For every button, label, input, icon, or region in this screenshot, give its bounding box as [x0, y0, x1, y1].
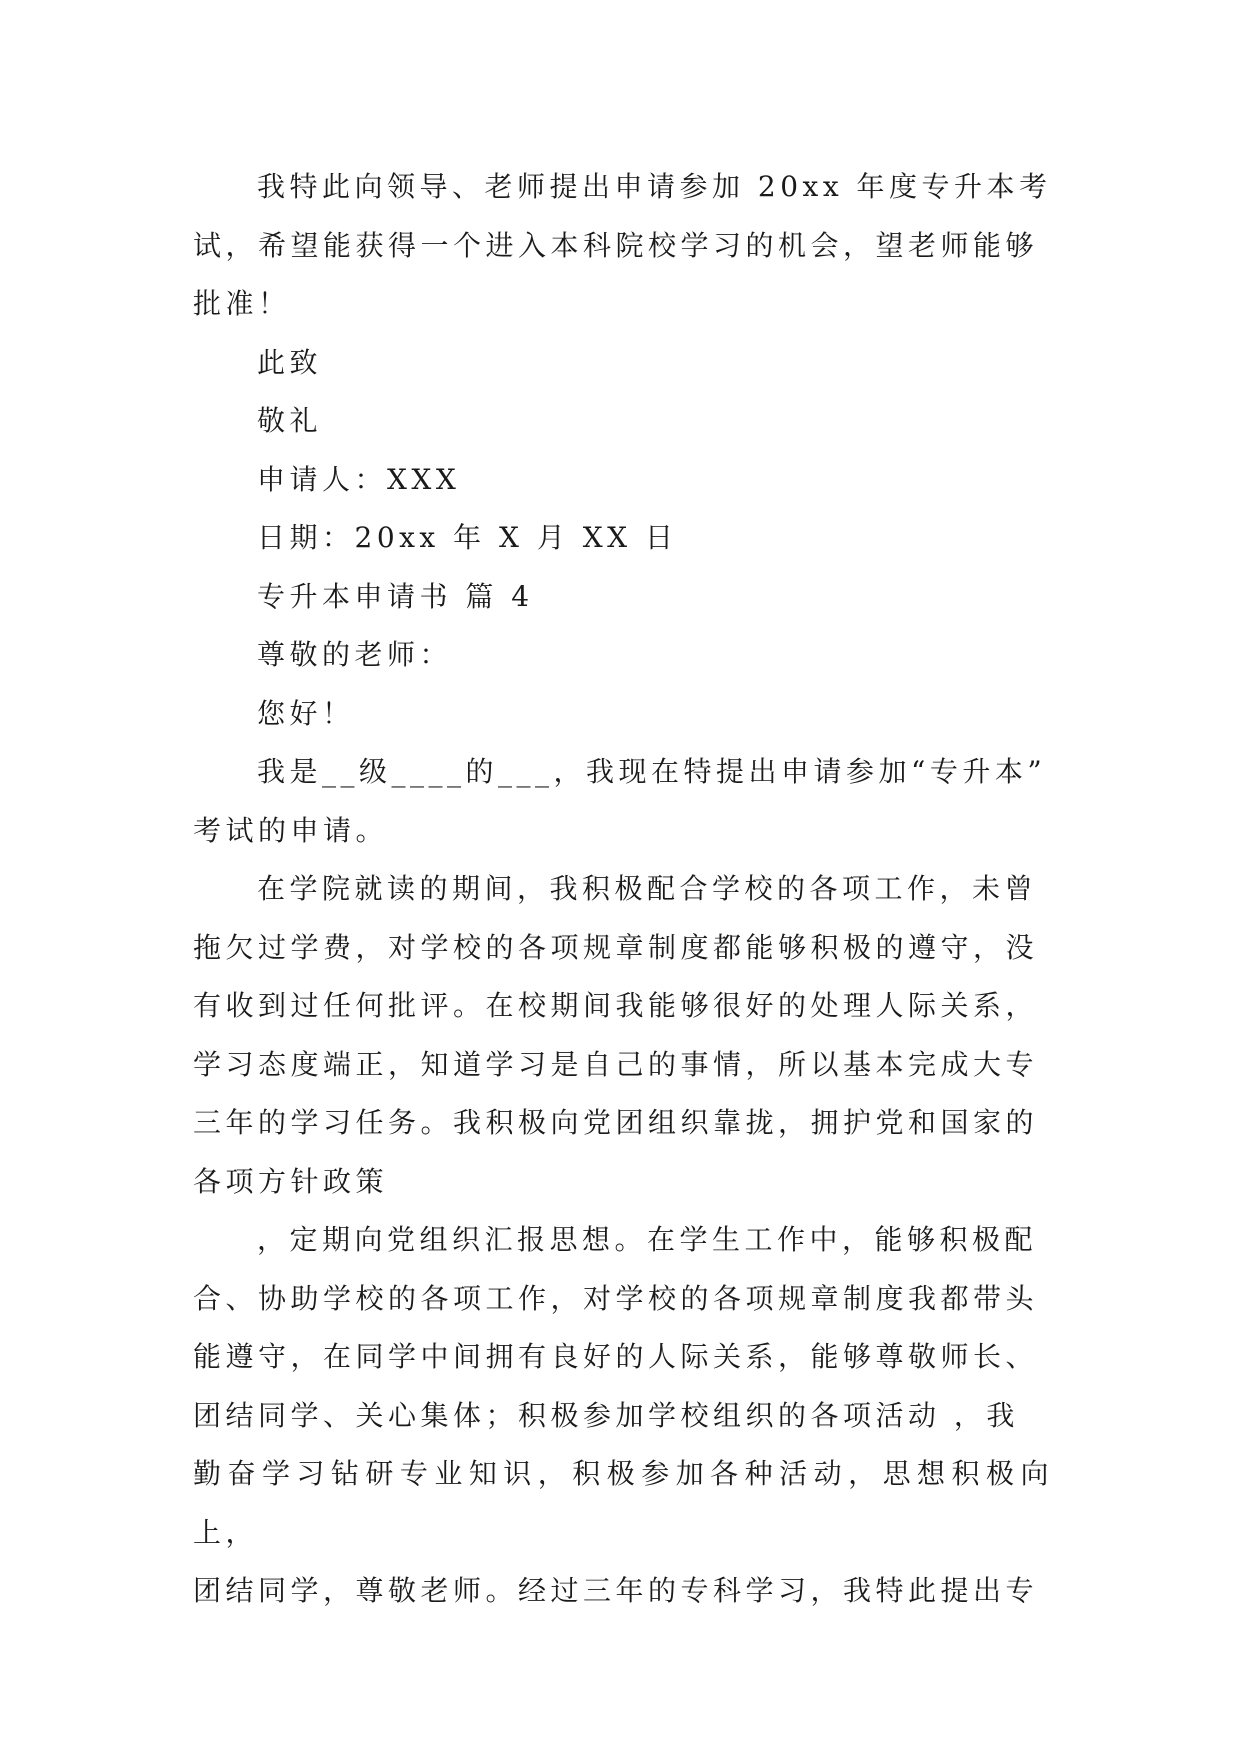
- text-line: 三年的学习任务。我积极向党团组织靠拢，拥护党和国家的: [193, 1106, 1039, 1139]
- paragraph-hello: [193, 685, 1053, 744]
- text-line: 我是__级____的___，我现在特提出申请参加“专升本”: [257, 755, 1047, 788]
- paragraph-closing-salutation: [193, 334, 1053, 393]
- text-line: 团结同学，尊敬老师。经过三年的专科学习，我特此提出专: [193, 1574, 1039, 1607]
- text-line: 专升本申请书 篇 4: [257, 579, 534, 613]
- paragraph-regards: [193, 392, 1053, 451]
- paragraph-student-work: [193, 1211, 1053, 1621]
- text-line: 尊敬的老师：: [257, 638, 453, 671]
- text-line: 日期：20xx 年 X 月 XX 日: [257, 521, 678, 554]
- text-line: 您好！: [257, 696, 355, 730]
- paragraph-greeting: [193, 626, 1053, 685]
- text-line: 敬礼: [257, 404, 323, 437]
- text-line: 学习态度端正，知道学习是自己的事情，所以基本完成大专: [193, 1047, 1039, 1081]
- paragraph-applicant: [193, 451, 1053, 510]
- text-line: 勤奋学习钻研专业知识，积极参加各种活动，思想积极向上，: [193, 1457, 1053, 1549]
- text-line: 批准！: [193, 287, 291, 320]
- text-line: 考试的申请。: [193, 813, 389, 847]
- text-line: 拖欠过学费，对学校的各项规章制度都能够积极的遵守，没: [193, 930, 1039, 964]
- section-heading: [193, 568, 1053, 627]
- paragraph-date: [193, 509, 1053, 568]
- text-line: ，定期向党组织汇报思想。在学生工作中，能够积极配: [257, 1223, 1038, 1256]
- paragraph-application-request: [193, 158, 1053, 334]
- text-line: 合、协助学校的各项工作，对学校的各项规章制度我都带头: [193, 1281, 1039, 1315]
- document-body: [193, 158, 1053, 1621]
- text-line: 在学院就读的期间，我积极配合学校的各项工作，未曾: [257, 872, 1038, 905]
- text-line: 各项方针政策: [193, 1164, 389, 1198]
- text-line: 有收到过任何批评。在校期间我能够很好的处理人际关系，: [193, 989, 1039, 1022]
- text-line: 申请人：XXX: [257, 462, 461, 496]
- paragraph-introduction: [193, 743, 1053, 860]
- text-line: 我特此向领导、老师提出申请参加 20xx 年度专升本考: [257, 170, 1052, 203]
- text-line: 团结同学、关心集体；积极参加学校组织的各项活动 ，我: [193, 1398, 1019, 1432]
- text-line: 能遵守，在同学中间拥有良好的人际关系，能够尊敬师长、: [193, 1340, 1039, 1373]
- text-line: 此致: [257, 345, 323, 379]
- text-line: 试，希望能获得一个进入本科院校学习的机会，望老师能够: [193, 228, 1039, 262]
- paragraph-study-record: [193, 860, 1053, 1211]
